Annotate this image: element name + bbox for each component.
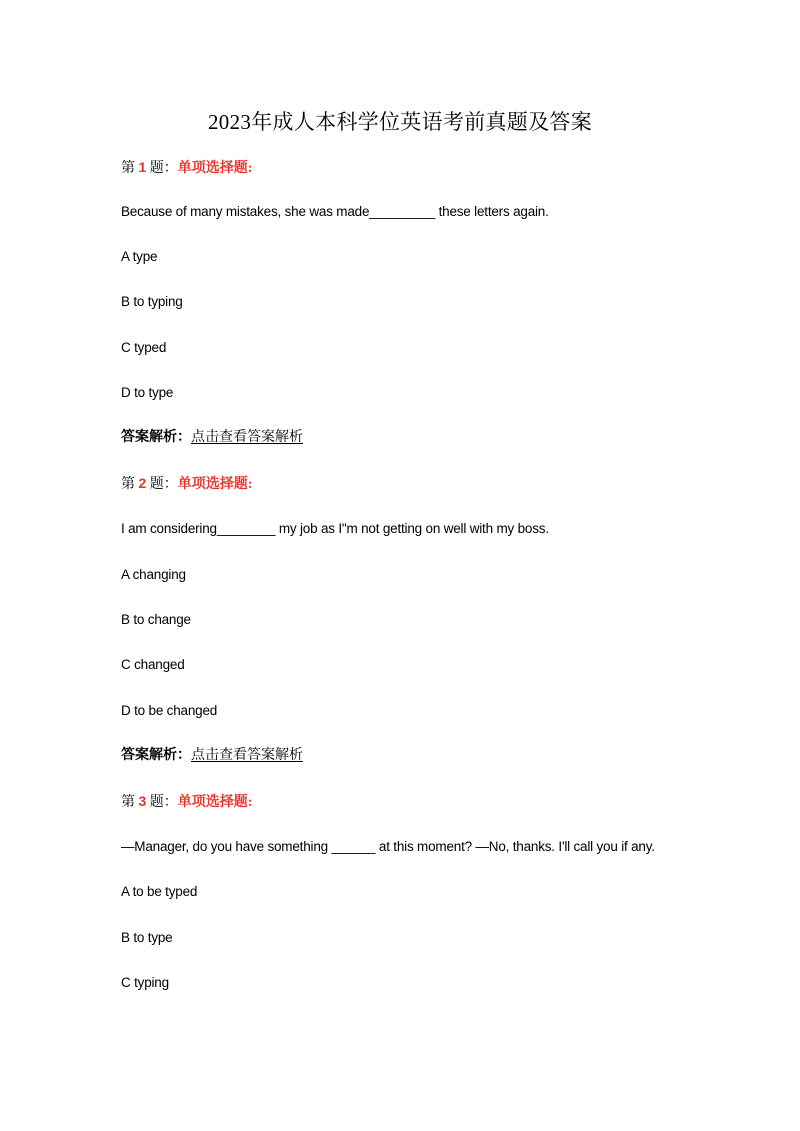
option-b: B to change bbox=[121, 612, 191, 627]
question-type: 单项选择题: bbox=[177, 795, 253, 810]
answer-line bbox=[121, 429, 303, 447]
option-c: C changed bbox=[121, 657, 185, 672]
question-stem: Because of many mistakes, she was made_________ these letters again. bbox=[121, 204, 549, 219]
option-c: C typing bbox=[121, 975, 169, 990]
question-prefix: 第 bbox=[121, 161, 135, 176]
answer-label: 答案解析： bbox=[121, 430, 191, 445]
question-prefix: 第 bbox=[121, 477, 135, 492]
question-suffix: 题： bbox=[149, 477, 178, 492]
option-c: C typed bbox=[121, 340, 167, 355]
answer-link[interactable]: 点击查看答案解析 bbox=[191, 748, 303, 763]
question-header bbox=[121, 474, 252, 494]
question-stem: I am considering________ my job as I"m not getting on well with my boss. bbox=[121, 521, 549, 536]
option-d: D to be changed bbox=[121, 703, 218, 718]
question-number: 2 bbox=[138, 475, 147, 491]
question-header bbox=[121, 792, 252, 812]
question-type: 单项选择题: bbox=[177, 477, 253, 492]
option-a: A type bbox=[121, 249, 158, 264]
option-d: D to type bbox=[121, 385, 174, 400]
question-stem: —Manager, do you have something ______ at this moment? —No, thanks. I'll call you if any. bbox=[121, 839, 655, 854]
question-number: 1 bbox=[138, 159, 147, 175]
question-header bbox=[121, 158, 252, 178]
option-b: B to type bbox=[121, 930, 173, 945]
answer-line bbox=[121, 747, 303, 765]
answer-label: 答案解析： bbox=[121, 748, 191, 763]
question-suffix: 题： bbox=[149, 161, 178, 176]
question-number: 3 bbox=[138, 793, 147, 809]
question-prefix: 第 bbox=[121, 795, 135, 810]
question-suffix: 题： bbox=[149, 795, 178, 810]
document-title: 2023年成人本科学位英语考前真题及答案 bbox=[208, 110, 592, 134]
answer-link[interactable]: 点击查看答案解析 bbox=[191, 430, 303, 445]
option-b: B to typing bbox=[121, 294, 183, 309]
question-type: 单项选择题: bbox=[177, 161, 253, 176]
option-a: A to be typed bbox=[121, 884, 198, 899]
option-a: A changing bbox=[121, 567, 186, 582]
